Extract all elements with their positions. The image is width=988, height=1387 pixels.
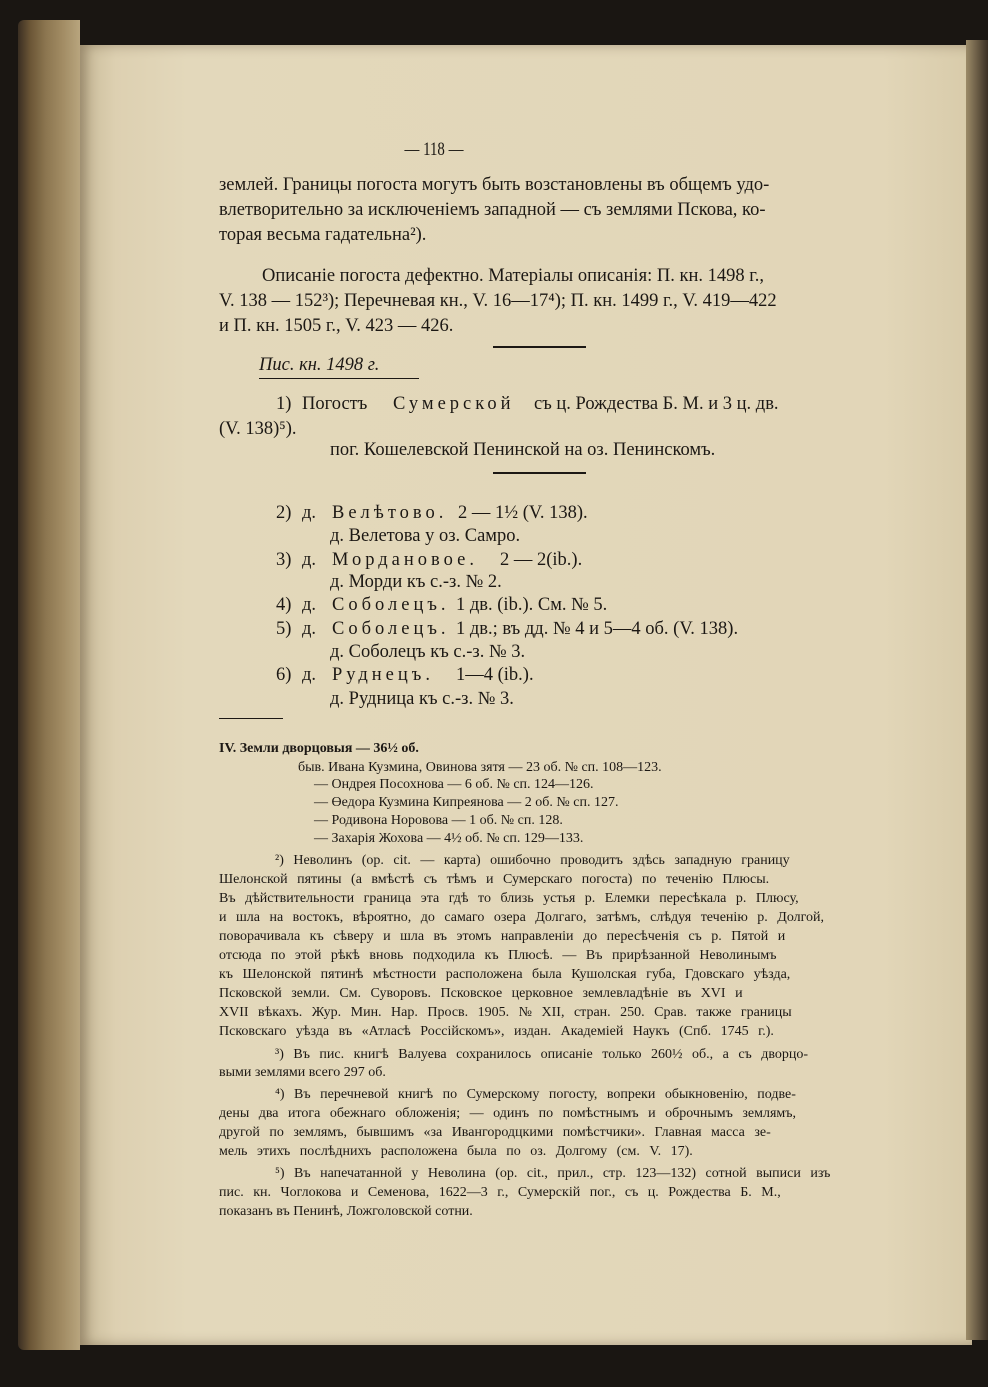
intro-line-6: и П. кн. 1505 г., V. 423 — 426. [219, 316, 454, 336]
footnote-line: другой по землямъ, бывшимъ «за Ивангородцкими помѣстчики». Главная масса зе- [219, 1125, 771, 1140]
divider [493, 472, 586, 474]
footnote-line: Шелонской пятины (а вмѣстѣ съ тѣмъ и Сумерскаго погоста) по теченію Плюсы. [219, 872, 770, 887]
entry-3-prefix: д. [302, 550, 317, 570]
book-page-edges [18, 20, 80, 1350]
entry-5-number: 5) [276, 619, 292, 639]
footnote-line: — Өедора Кузмина Кипреянова — 2 об. № сп. 127. [314, 795, 619, 810]
entry-4-name: Соболецъ. [332, 595, 450, 615]
intro-line-4: Описаніе погоста дефектно. Матеріалы описанія: П. кн. 1498 г., [262, 266, 764, 286]
entry-3-details: 2 — 2(ib.). [500, 550, 583, 570]
footnote-line: мель этихъ послѣднихъ расположена была по оз. Долгому (см. V. 17). [219, 1144, 693, 1159]
intro-line-3: торая весьма гадательна²). [219, 225, 427, 245]
entry-1-name: Сумерской [393, 394, 515, 414]
footnote-line: Въ дѣйствительности граница эта гдѣ то близь устья р. Елемки пересѣкала р. Плюсу, [219, 891, 799, 906]
page-number: — 118 — [404, 140, 464, 160]
entry-2-number: 2) [276, 503, 292, 523]
entry-4-prefix: д. [302, 595, 317, 615]
footnote-line: Псковскаго уѣзда въ «Атласѣ Россійскомъ», издан. Академіей Наукъ (Спб. 1745 г.). [219, 1024, 774, 1039]
entry-3-number: 3) [276, 550, 292, 570]
section-heading: Пис. кн. 1498 г. [259, 355, 380, 375]
footnote-line: — Захарія Жохова — 4½ об. № сп. 129—133. [314, 831, 584, 846]
entry-6-name: Руднецъ. [332, 665, 434, 685]
intro-line-5: V. 138 — 152³); Перечневая кн., V. 16—17⁴); П. кн. 1499 г., V. 419—422 [219, 291, 777, 311]
footnote-line: ³) Въ пис. книгѣ Валуева сохранилось описаніе только 260½ об., а съ дворцо- [275, 1047, 809, 1062]
footnote-line: ⁴) Въ перечневой книгѣ по Сумерскому погосту, вопреки обыкновенію, подве- [275, 1087, 796, 1102]
footnote-line: показанъ въ Пенинѣ, Ложголовской сотни. [219, 1204, 473, 1219]
intro-line-2: влетворительно за исключеніемъ западной — съ землями Пскова, ко- [219, 200, 766, 220]
footnote-line: — Родивона Норовова — 1 об. № сп. 128. [314, 813, 563, 828]
entry-1-number: 1) [276, 394, 292, 414]
heading-underline [259, 378, 419, 379]
entry-1-desc: съ ц. Рождества Б. М. и 3 ц. дв. [534, 394, 779, 414]
entry-5-prefix: д. [302, 619, 317, 639]
footnote-line: дены два итога обежнаго обложенія; — одинъ по помѣстнымъ и оброчнымъ землямъ, [219, 1106, 796, 1121]
footnote-line: быв. Ивана Кузмина, Овинова зятя — 23 об. № сп. 108—123. [298, 760, 662, 775]
entry-6-number: 6) [276, 665, 292, 685]
entry-3-modern: д. Морди къ с.-з. № 2. [330, 572, 502, 592]
entry-1-source: (V. 138)⁵). [219, 419, 297, 439]
footnote-line: къ Шелонской пятинѣ мѣстности расположена была Кушолская губа, Гдовскаго уѣзда, [219, 967, 791, 982]
entry-4-number: 4) [276, 595, 292, 615]
entry-2-details: 2 — 1½ (V. 138). [458, 503, 588, 523]
footnote-line: и шла на востокъ, вѣроятно, до самаго озера Долгаго, затѣмъ, слѣдуя теченію р. Долгой, [219, 910, 825, 925]
entry-6-prefix: д. [302, 665, 317, 685]
entry-1-modern: пог. Кошелевской Пенинской на оз. Пенинскомъ. [330, 440, 716, 460]
entry-1-type: Погостъ [302, 394, 368, 414]
footnote-line: XVII вѣкахъ. Жур. Мин. Нар. Просв. 1905. № XII, стран. 250. Срав. также границы [219, 1005, 792, 1020]
entry-5-name: Соболецъ. [332, 619, 450, 639]
footnote-line: ²) Неволинъ (op. cit. — карта) ошибочно проводитъ здѣсь западную границу [275, 853, 790, 868]
footnote-separator [219, 718, 283, 719]
footnote-line: Псковской земли. См. Суворовъ. Псковское церковное землевладѣніе въ XVI и [219, 986, 743, 1001]
divider [493, 346, 586, 348]
entry-6-modern: д. Рудница къ с.-з. № 3. [330, 689, 514, 709]
footnote-line: IV. Земли дворцовыя — 36½ об. [219, 741, 419, 756]
entry-5-details: 1 дв.; въ дд. № 4 и 5—4 об. (V. 138). [456, 619, 739, 639]
footnote-line: пис. кн. Чоглокова и Семенова, 1622—3 г., Сумерскій пог., съ ц. Рождества Б. М., [219, 1185, 781, 1200]
entry-3-name: Мордановое. [332, 550, 478, 570]
footnote-line: поворачивала къ сѣверу и шла въ этомъ направленіи до пересѣченія съ р. Пятой и [219, 929, 786, 944]
entry-4-details: 1 дв. (ib.). См. № 5. [456, 595, 608, 615]
footnote-line: выми землями всего 297 об. [219, 1065, 386, 1080]
entry-5-modern: д. Соболецъ къ с.-з. № 3. [330, 642, 526, 662]
footnote-line: ⁵) Въ напечатанной у Неволина (op. cit., прил., стр. 123—132) сотной выписи изъ [275, 1166, 831, 1181]
footnote-line: отсюда по этой рѣкѣ вновь подходила къ Плюсѣ. — Въ прирѣзанной Неволинымъ [219, 948, 777, 963]
entry-6-details: 1—4 (ib.). [456, 665, 534, 685]
footnote-line: — Ондрея Посохнова — 6 об. № сп. 124—126. [314, 777, 594, 792]
entry-2-name: Велѣтово. [332, 503, 448, 523]
entry-2-prefix: д. [302, 503, 317, 523]
entry-2-modern: д. Велетова у оз. Самро. [330, 526, 521, 546]
facing-page-edge [966, 40, 988, 1340]
intro-line-1: землей. Границы погоста могутъ быть возстановлены въ общемъ удо- [219, 175, 770, 195]
